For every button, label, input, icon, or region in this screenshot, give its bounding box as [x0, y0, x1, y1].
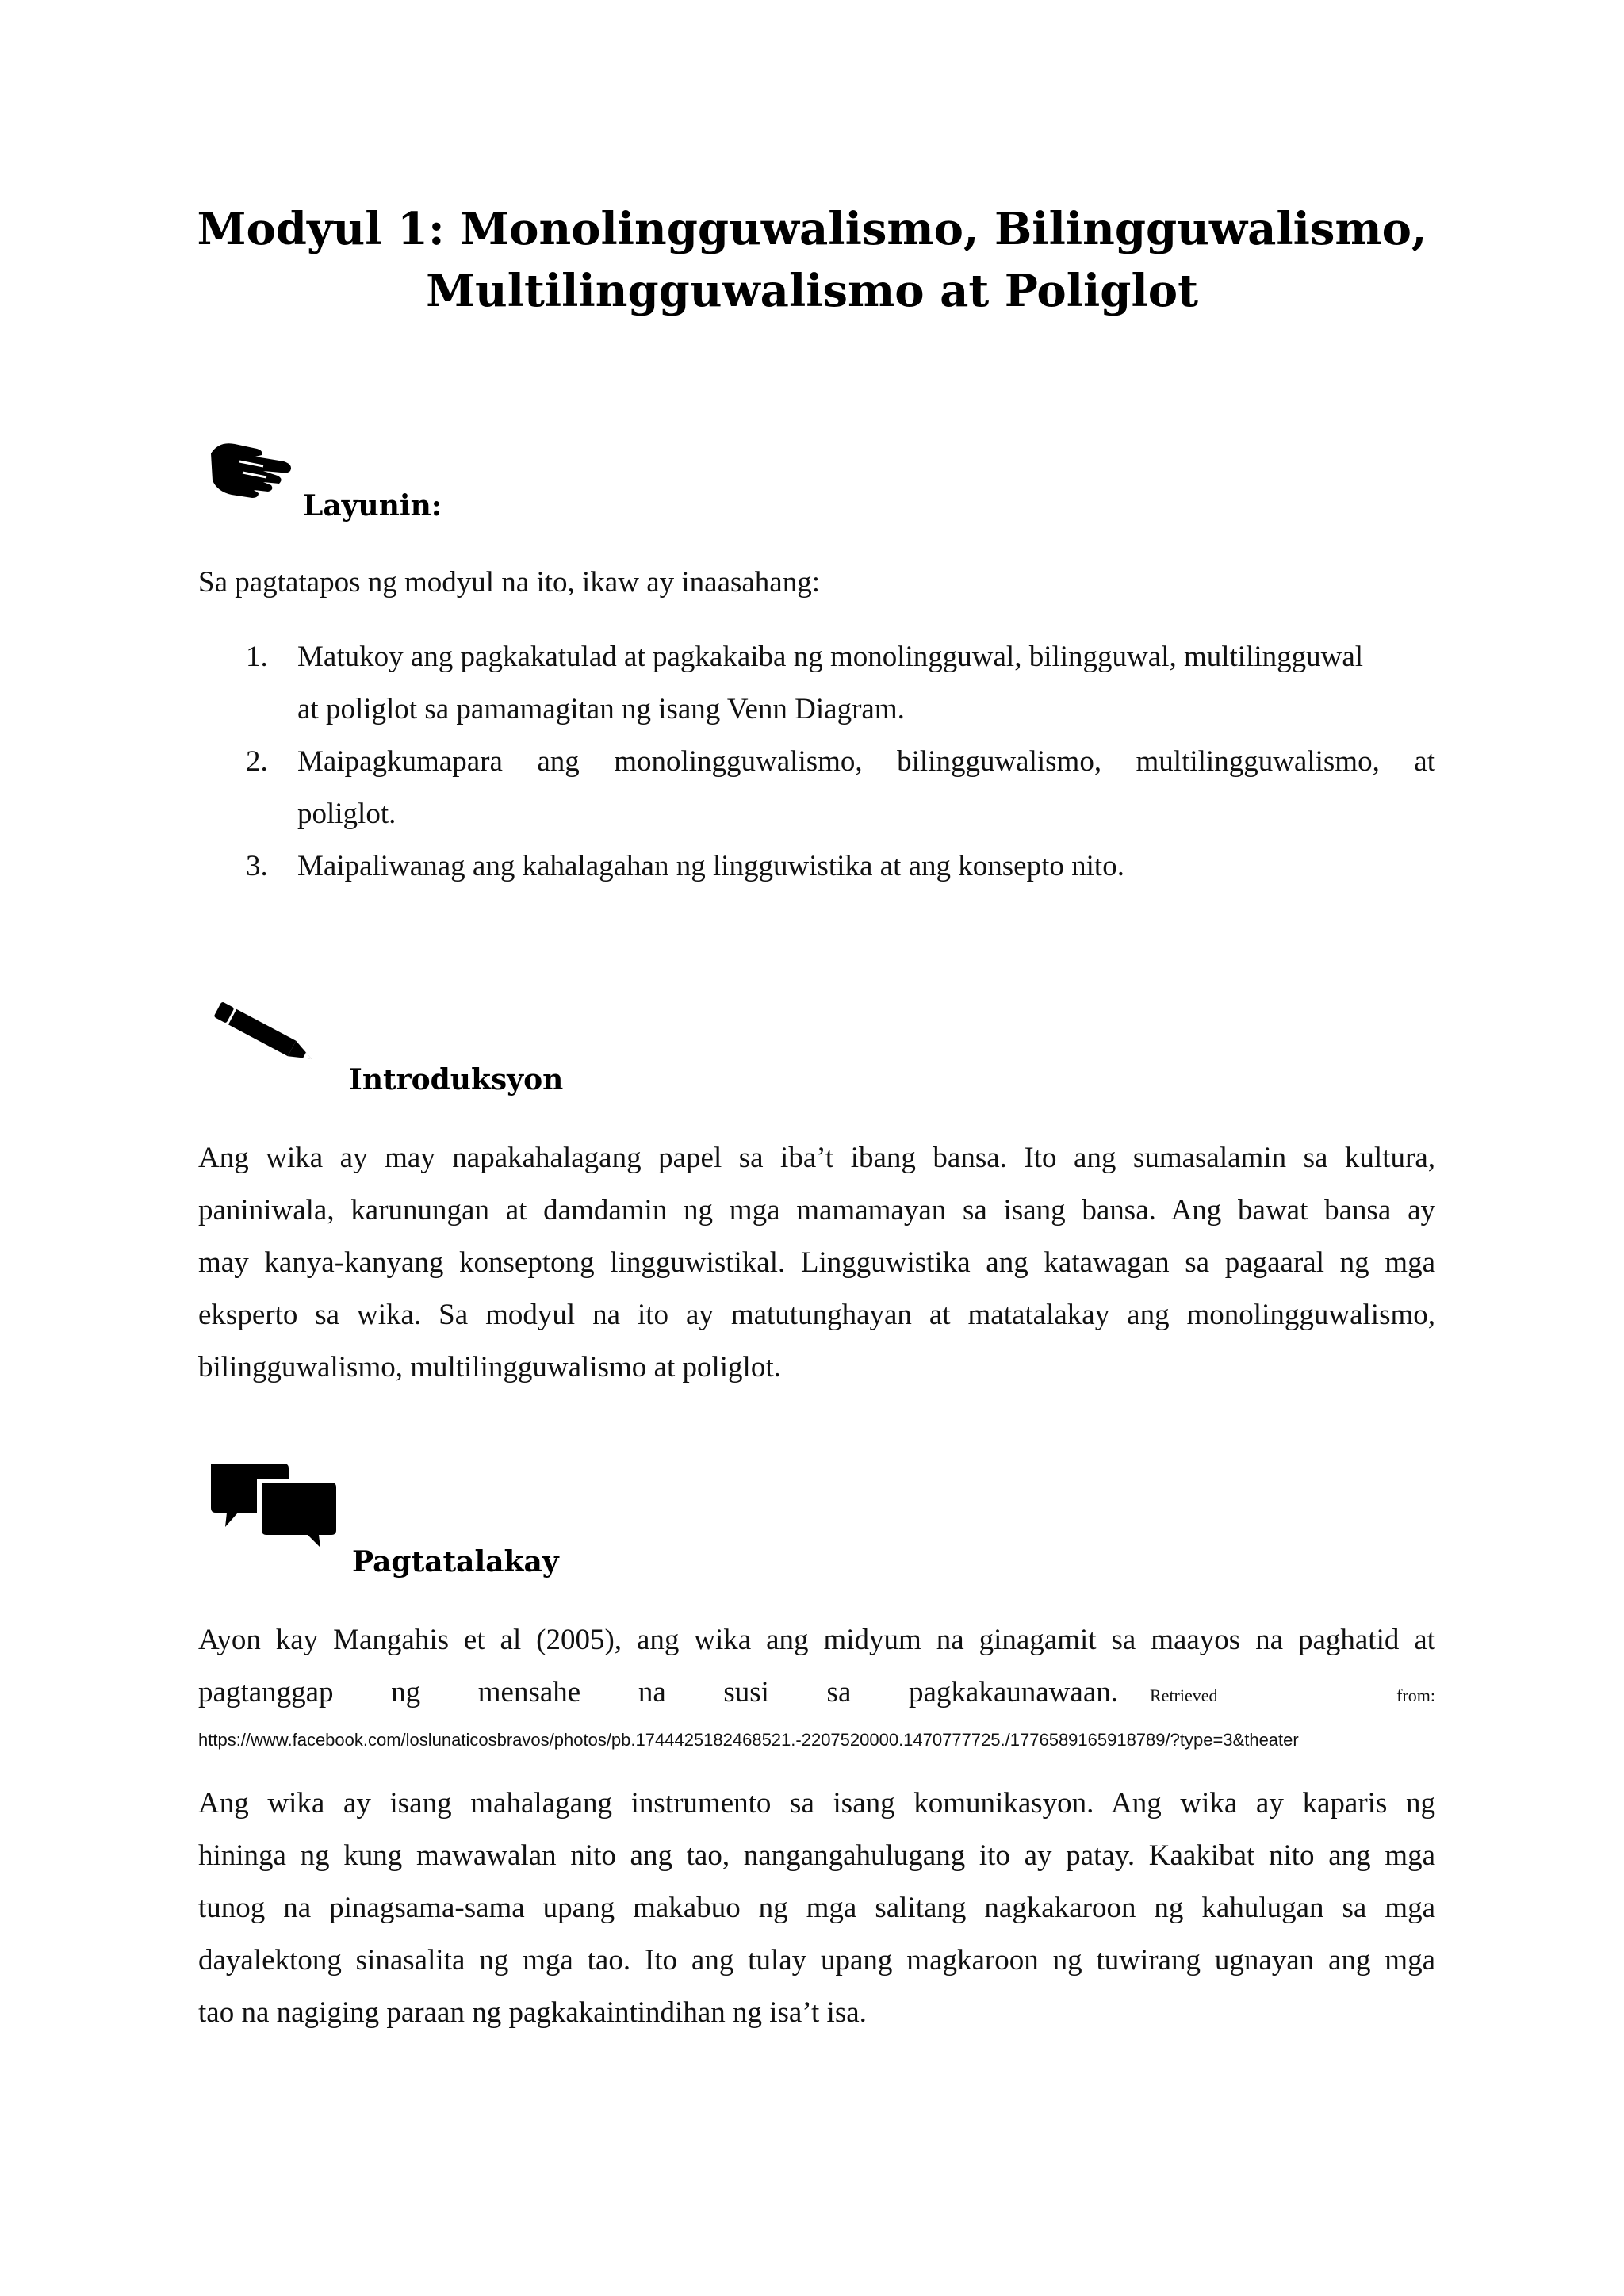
pointing-hand-icon	[208, 438, 295, 501]
retrieved-label: Retrieved from:	[1150, 1686, 1435, 1705]
list-item	[198, 631, 1435, 736]
paragraph-line: tao na nagiging paraan ng pagkakaintindihan ng isa’t isa.	[198, 1996, 867, 2029]
module-title-line-2: Multilingguwalismo at Poliglot	[426, 265, 1198, 317]
paragraph-line: may kanya-kanyang konseptong lingguwistikal. Lingguwistika ang katawagan sa pagaaral ng mga	[198, 1246, 1435, 1279]
list-item-text: Maipaliwanag ang kahalagahan ng lingguwistika at ang konsepto nito.	[297, 850, 1124, 882]
pagtatalakay-heading: Pagtatalakay	[352, 1545, 559, 1578]
paragraph-line: hininga ng kung mawawalan nito ang tao, nangangahulugang ito ay patay. Kaakibat nito ang mga	[198, 1839, 1435, 1872]
list-item	[198, 840, 1435, 893]
introduksyon-heading: Introduksyon	[349, 1063, 564, 1096]
list-item-number: 1.	[246, 641, 268, 673]
paragraph-line: bilingguwalismo, multilingguwalismo at poliglot.	[198, 1351, 781, 1383]
layunin-intro-text: Sa pagtatapos ng modyul na ito, ikaw ay inaasahang:	[198, 566, 821, 599]
introduksyon-paragraph	[198, 1132, 1435, 1394]
module-title-line-1: Modyul 1: Monolingguwalismo, Bilingguwalismo,	[197, 203, 1427, 255]
layunin-intro	[198, 557, 1435, 609]
layunin-heading: Layunin:	[303, 489, 442, 522]
list-item-text: Matukoy ang pagkakatulad at pagkakaiba ng monolingguwal, bilingguwal, multilingguwal	[297, 641, 1364, 673]
paragraph-line: paniniwala, karunungan at damdamin ng mga mamamayan sa isang bansa. Ang bawat bansa ay	[198, 1194, 1435, 1226]
citation-sentence: pagtanggap ng mensahe na susi sa pagkakaunawaan.	[198, 1676, 1118, 1709]
speech-bubbles-icon	[208, 1459, 343, 1554]
objectives-list	[198, 631, 1435, 893]
pagtatalakay-paragraph-2	[198, 1777, 1435, 2039]
list-item-text: poliglot.	[297, 798, 396, 830]
pagtatalakay-paragraph-1	[198, 1614, 1435, 1722]
paragraph-line: Ang wika ay isang mahalagang instrumento sa isang komunikasyon. Ang wika ay kaparis ng	[198, 1787, 1435, 1820]
paragraph-line: dayalektong sinasalita ng mga tao. Ito ang tulay upang magkaroon ng tuwirang ugnayan ang mga	[198, 1944, 1435, 1976]
source-url[interactable]: https://www.facebook.com/loslunaticosbravos/photos/pb.1744425182468521.-2207520000.1470777725./1776589165918789/?type=3&theater	[198, 1730, 1299, 1750]
paragraph-line: Ang wika ay may napakahalagang papel sa iba’t ibang bansa. Ito ang sumasalamin sa kultura,	[198, 1142, 1435, 1174]
list-item-number: 3.	[246, 850, 268, 882]
paragraph-line: tunog na pinagsama-sama upang makabuo ng mga salitang nagkakaroon ng kahulugan sa mga	[198, 1892, 1435, 1924]
list-item-text: at poliglot sa pamamagitan ng isang Venn Diagram.	[297, 693, 905, 725]
list-item-number: 2.	[246, 745, 268, 778]
list-item	[198, 736, 1435, 840]
paragraph-line	[198, 1667, 1435, 1722]
list-item-text: Maipagkumapara ang monolingguwalismo, bilingguwalismo, multilingguwalismo, at	[297, 745, 1435, 778]
paragraph-line: Ayon kay Mangahis et al (2005), ang wika ang midyum na ginagamit sa maayos na paghatid at	[198, 1624, 1435, 1656]
paragraph-line-text	[198, 1667, 1118, 1719]
pencil-icon	[206, 996, 325, 1075]
paragraph-line: eksperto sa wika. Sa modyul na ito ay matutunghayan at matatalakay ang monolingguwalismo,	[198, 1299, 1435, 1331]
